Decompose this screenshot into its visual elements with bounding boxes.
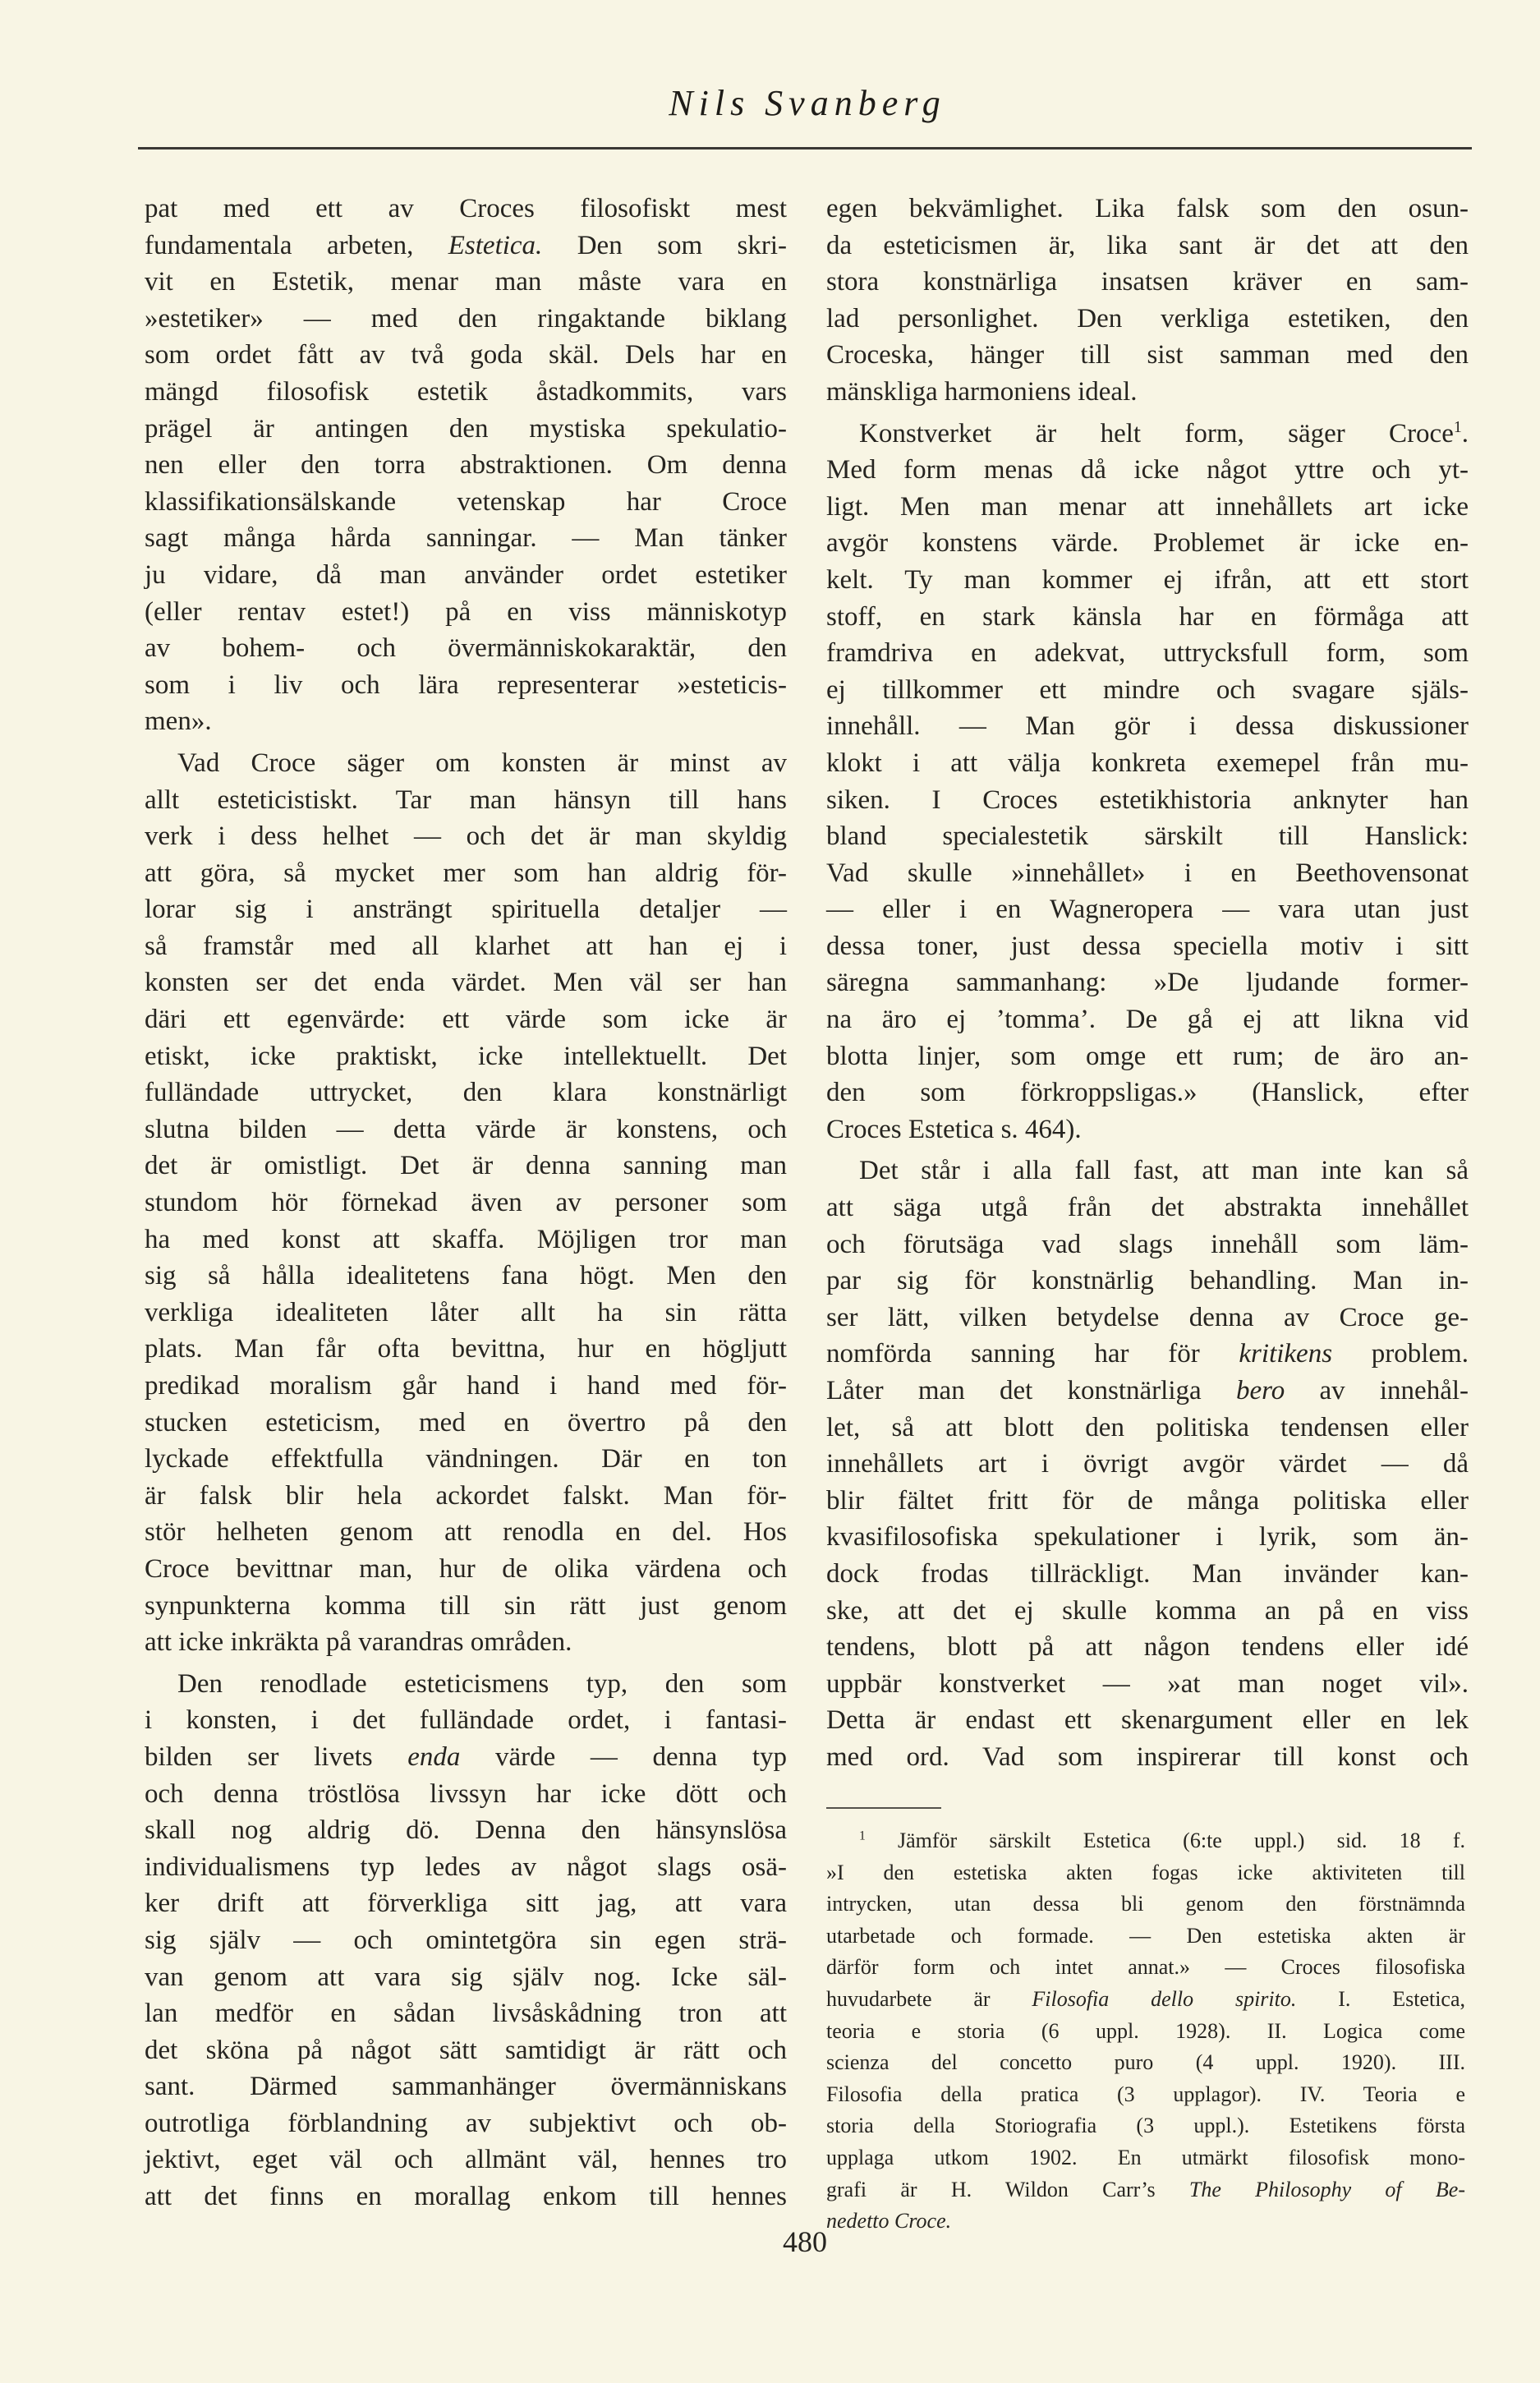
text-line: Croceska, hänger till sist samman med den [826,340,1469,370]
text-line: klokt i att välja konkreta exemepel från mu- [826,748,1469,778]
text-line: lan medför en sådan livsåskådning tron att [145,1999,787,2029]
text-line: blir fältet fritt för de många politiska eller [826,1485,1469,1516]
text-line: avgör konstens värde. Problemet är icke en- [826,528,1469,559]
text-line: prägel är antingen den mystiska spekulatio- [145,413,787,444]
text-line: (eller rentav estet!) på en viss människotyp [145,596,787,627]
text-line: siken. I Croces estetikhistoria anknyter han [826,784,1469,815]
text-line: dock frodas tillräckligt. Man invänder kan- [826,1558,1469,1589]
text-line: ligt. Men man menar att innehållets art icke [826,491,1469,522]
text-line: ser lätt, vilken betydelse denna av Croce ge- [826,1302,1469,1332]
text-line: Detta är endast ett skenargument eller en lek [826,1705,1469,1736]
text-line: ha med konst att skaffa. Möjligen tror man [145,1224,787,1254]
text-line: van genom att vara sig själv nog. Icke säl- [145,1962,787,1992]
text-line: etiskt, icke praktiskt, icke intellektuellt. Det [145,1041,787,1071]
text-line: stucken esteticism, med en övertro på den [145,1407,787,1438]
text-line: verk i dess helhet — och det är man skyldig [145,821,787,852]
text-line [826,2174,1465,2206]
italic-text: kritikens [1239,1339,1333,1369]
text-line: lad personlighet. Den verkliga estetiken, den [826,303,1469,334]
text-line: individualismens typ ledes av något slags osä- [145,1852,787,1882]
italic-text: The Philosophy of Be- [1188,2177,1465,2201]
text-line: »I den estetiska akten fogas icke aktiviteten till [826,1860,1465,1884]
text-run: grafi är H. Wildon Carr’s [826,2177,1189,2201]
text-run: nomförda sanning har för [826,1339,1239,1369]
page-number: 480 [783,2225,827,2258]
text-line: kelt. Ty man kommer ej ifrån, att ett stort [826,564,1469,595]
text-run: bilden ser livets [145,1741,408,1772]
text-line: synpunkterna komma till sin rätt just genom [145,1590,787,1621]
text-line: outrotliga förblandning av subjektivt och ob- [145,2108,787,2138]
text-line: skall nog aldrig dö. Denna den hänsynslösa [145,1815,787,1846]
text-line: det sköna på något sätt samtidigt är rätt och [145,2035,787,2065]
text-line: sig själv — och omintetgöra sin egen strä- [145,1925,787,1955]
text-line: verkliga idealiteten låter allt ha sin rätta [145,1297,787,1327]
footnote-marker: 1 [859,1829,866,1843]
footnote-rule [826,1807,941,1809]
text-line: stoff, en stark känsla har en förmåga att [826,601,1469,632]
text-line: som i liv och lära representerar »esteticis- [145,669,787,700]
text-line: Med form menas då icke något yttre och yt- [826,455,1469,485]
text-run: Den som skri- [542,230,788,260]
right-column [826,191,1469,1781]
text-line: intrycken, utan dessa bli genom den förstnämnda [826,1892,1465,1916]
text-line: ske, att det ej skulle komma an på en viss [826,1595,1469,1626]
text-line: att icke inkräkta på varandras områden. [145,1627,572,1658]
text-line: — eller i en Wagneropera — vara utan just [826,895,1469,925]
text-line: sant. Därmed sammanhänger övermänniskans [145,2072,787,2102]
text-line: pat med ett av Croces filosofiskt mest [145,194,787,223]
text-line [826,1984,1465,2016]
text-line: Vad Croce säger om konsten är minst av [177,748,787,778]
text-line: att göra, så mycket mer som han aldrig för- [145,858,787,888]
text-line: så framstår med all klarhet att han ej i [145,931,787,961]
text-line [826,1373,1469,1410]
text-line: scienza del concetto puro (4 uppl. 1920). III. [826,2050,1465,2075]
paragraph [145,1666,787,2215]
text-line: egen bekvämlighet. Lika falsk som den osun- [826,194,1469,223]
paragraph [145,191,787,740]
text-line: bland specialestetik särskilt till Hanslick: [826,821,1469,852]
text-line: den som förkroppsligas.» (Hanslick, efter [826,1078,1469,1108]
text-line: Det står i alla fall fast, att man inte kan så [859,1156,1469,1186]
text-run: Jämför särskilt Estetica (6:te uppl.) sid. 18 f. [865,1829,1465,1852]
text-line: par sig för konstnärlig behandling. Man in- [826,1266,1469,1296]
text-line: mänskliga harmoniens ideal. [826,376,1138,407]
text-line: lorar sig i ansträngt spirituella detaljer — [145,895,787,925]
header-rule [138,147,1472,150]
text-line: med ord. Vad som inspirerar till konst och [826,1741,1469,1772]
left-column [145,191,787,2220]
text-line: i konsten, i det fulländade ordet, i fantasi- [145,1705,787,1736]
text-line: uppbär konstverket — »at man noget vil». [826,1668,1469,1699]
paragraph [145,745,787,1661]
paragraph [826,191,1469,411]
text-line: som ordet fått av två goda skäl. Dels har en [145,340,787,370]
text-line: sig så hålla idealitetens fana högt. Men den [145,1261,787,1291]
text-line: lyckade effektfulla vändningen. Där en ton [145,1444,787,1474]
text-line: det är omistligt. Det är denna sanning man [145,1151,787,1181]
text-line: Filosofia della pratica (3 upplagor). IV. Teoria e [826,2082,1465,2106]
text-line: upplaga utkom 1902. En utmärkt filosofisk mono- [826,2145,1465,2169]
text-line: Croces Estetica s. 464). [826,1114,1082,1144]
text-line: framdriva en adekvat, uttrycksfull form, som [826,638,1469,669]
running-head-author: Nils Svanberg [669,83,946,123]
text-line: fulländade uttrycket, den klara konstnärligt [145,1078,787,1108]
text-line: utarbetade och formade. — Den estetiska akten är [826,1923,1465,1948]
text-line: Vad skulle »innehållet» i en Beethovensonat [826,858,1469,888]
text-line: är falsk blir hela ackordet falskt. Man för- [145,1480,787,1511]
text-line: ker drift att förverkliga sitt jag, att vara [145,1888,787,1919]
text-line: Den renodlade esteticismens typ, den som [177,1668,787,1699]
text-run: av innehål- [1285,1376,1469,1405]
text-line: predikad moralism går hand i hand med för- [145,1371,787,1401]
text-line [145,1739,787,1776]
text-line: mängd filosofisk estetik åstadkommits, vars [145,376,787,407]
text-line: nen eller den torra abstraktionen. Om denna [145,450,787,481]
text-line: da esteticismen är, lika sant är det att den [826,230,1469,260]
text-line: plats. Man får ofta bevittna, hur en högljutt [145,1334,787,1364]
text-line [826,1825,1465,1857]
text-line: däri ett egenvärde: ett värde som icke är [145,1005,787,1035]
text-line: let, så att blott den politiska tendensen eller [826,1412,1469,1442]
text-line: »estetiker» — med den ringaktande biklang [145,303,787,334]
text-line: ej tillkommer ett mindre och svagare själs- [826,674,1469,705]
italic-text: Filosofia dello spirito. [1032,1986,1297,2011]
paragraph [826,416,1469,1148]
text-line: klassifikationsälskande vetenskap har Croce [145,486,787,517]
text-line: Croce bevittnar man, hur de olika värdena och [145,1553,787,1584]
text-line [826,2206,1465,2238]
text-line: blotta linjer, som omge ett rum; de äro an- [826,1041,1469,1071]
text-line: dessa toner, just dessa speciella motiv i sitt [826,931,1469,961]
text-line: teoria e storia (6 uppl. 1928). II. Logica come [826,2018,1465,2043]
text-line: storia della Storiografia (3 uppl.). Estetikens första [826,2114,1465,2138]
text-line: na äro ej ’tomma’. De gå ej att likna vid [826,1005,1469,1035]
text-line: jektivt, eget väl och allmänt väl, hennes tro [145,2145,787,2175]
text-line: av bohem- och övermänniskokaraktär, den [145,633,787,664]
text-line: innehållets art i övrigt avgör värdet — då [826,1449,1469,1479]
paragraph [826,1152,1469,1775]
text-line [145,228,787,265]
text-line: därför form och intet annat.» — Croces filosofiska [826,1955,1465,1980]
text-line: sagt många hårda sanningar. — Man tänker [145,523,787,554]
text-line: men». [145,706,212,737]
text-line: vit en Estetik, menar man måste vara en [145,267,787,297]
text-line: stora konstnärliga insatsen kräver en sam- [826,267,1469,297]
text-line: stör helheten genom att renodla en del. Hos [145,1517,787,1548]
italic-text: bero [1235,1376,1285,1405]
text-line: ju vidare, då man använder ordet estetiker [145,559,787,590]
text-line: allt esteticistiskt. Tar man hänsyn till hans [145,784,787,815]
italic-text: nedetto Croce. [826,2209,952,2233]
text-line: och denna tröstlösa livssyn har icke dött och [145,1778,787,1809]
text-line: och förutsäga vad slags innehåll som läm- [826,1229,1469,1259]
paragraph [826,1825,1465,2238]
text-line: innehåll. — Man gör i dessa diskussioner [826,711,1469,742]
text-line: säregna sammanhang: »De ljudande former- [826,968,1469,998]
text-line: slutna bilden — detta värde är konstens, och [145,1114,787,1144]
text-line [826,1336,1469,1373]
text-run: I. Estetica, [1296,1986,1466,2011]
text-line: att säga utgå från det abstrakta innehållet [826,1193,1469,1223]
italic-text: Estetica. [448,230,543,260]
text-run: Konstverket är helt form, säger Croce [859,418,1454,449]
text-line: konsten ser det enda värdet. Men väl ser han [145,968,787,998]
text-line [826,416,1469,453]
text-line: att det finns en morallag enkom till hennes [145,2182,787,2212]
text-run: värde — denna typ [460,1741,787,1772]
footnote-marker: 1 [1453,417,1462,436]
text-run: . [1461,418,1469,449]
text-line: kvasifilosofiska spekulationer i lyrik, som än- [826,1522,1469,1553]
text-line: tendens, blott på att någon tendens eller idé [826,1632,1469,1663]
text-run: Låter man det konstnärliga [826,1376,1236,1405]
text-line: stundom hör förnekad även av personer som [145,1188,787,1218]
text-run: problem. [1332,1339,1469,1369]
text-run: huvudarbete är [826,1986,1032,2011]
italic-text: enda [407,1741,461,1772]
text-run: fundamentala arbeten, [145,230,448,260]
footnote [826,1825,1465,2243]
